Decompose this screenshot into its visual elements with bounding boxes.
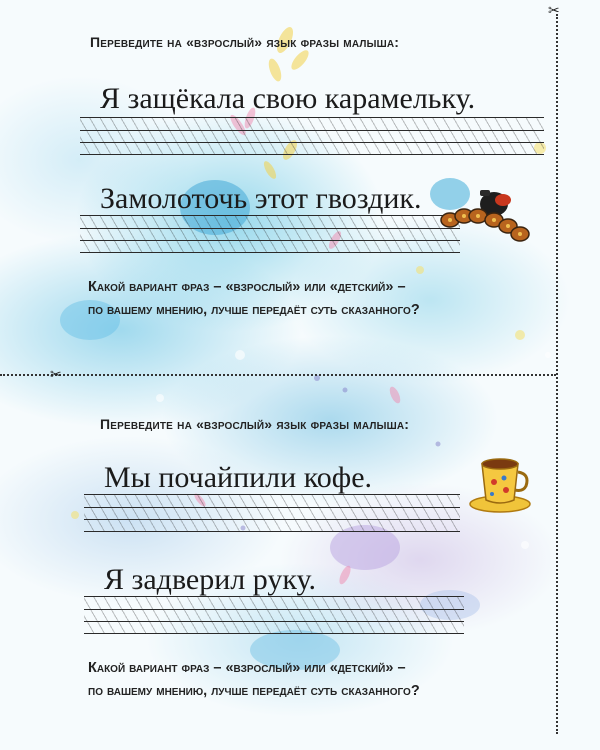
line-rule [80, 228, 460, 229]
lines-hatching [84, 495, 460, 531]
lines-hatching [84, 597, 464, 633]
line-rule [84, 621, 464, 622]
section-heading: Переведите на «взрослый» язык фразы малыша: [90, 34, 400, 50]
writing-lines [84, 596, 464, 633]
cut-line-horizontal [0, 374, 556, 376]
child-phrase: Замолоточь этот гвоздик. [100, 182, 422, 215]
scissors-icon: ✂ [548, 2, 560, 18]
child-phrase: Мы почайпили кофе. [104, 461, 373, 494]
line-rule [84, 609, 464, 610]
question-line: Какой вариант фраз – «взрослый» или «детский» – [88, 279, 406, 295]
writing-lines [80, 117, 544, 154]
line-rule [80, 154, 544, 155]
writing-lines [84, 494, 460, 531]
question-line: по вашему мнению, лучше передаёт суть сказанного? [88, 302, 420, 318]
section-heading: Переведите на «взрослый» язык фразы малыша: [100, 416, 410, 432]
line-rule [84, 519, 460, 520]
line-rule [80, 240, 460, 241]
line-rule [80, 252, 460, 253]
child-phrase: Я защёкала свою карамельку. [100, 82, 476, 115]
lines-hatching [80, 216, 460, 252]
line-rule [84, 531, 460, 532]
cut-line-vertical [556, 14, 558, 734]
child-phrase: Я задверил руку. [104, 563, 317, 596]
line-rule [80, 130, 544, 131]
hammer-illustration [440, 182, 536, 254]
line-rule [84, 507, 460, 508]
question-line: Какой вариант фраз – «взрослый» или «детский» – [88, 660, 406, 676]
cup-illustration [468, 454, 536, 514]
line-rule [84, 633, 464, 634]
writing-lines [80, 215, 460, 252]
line-rule [80, 142, 544, 143]
question-line: по вашему мнению, лучше передаёт суть сказанного? [88, 683, 420, 699]
lines-hatching [80, 118, 544, 154]
scissors-icon: ✂ [50, 366, 62, 382]
